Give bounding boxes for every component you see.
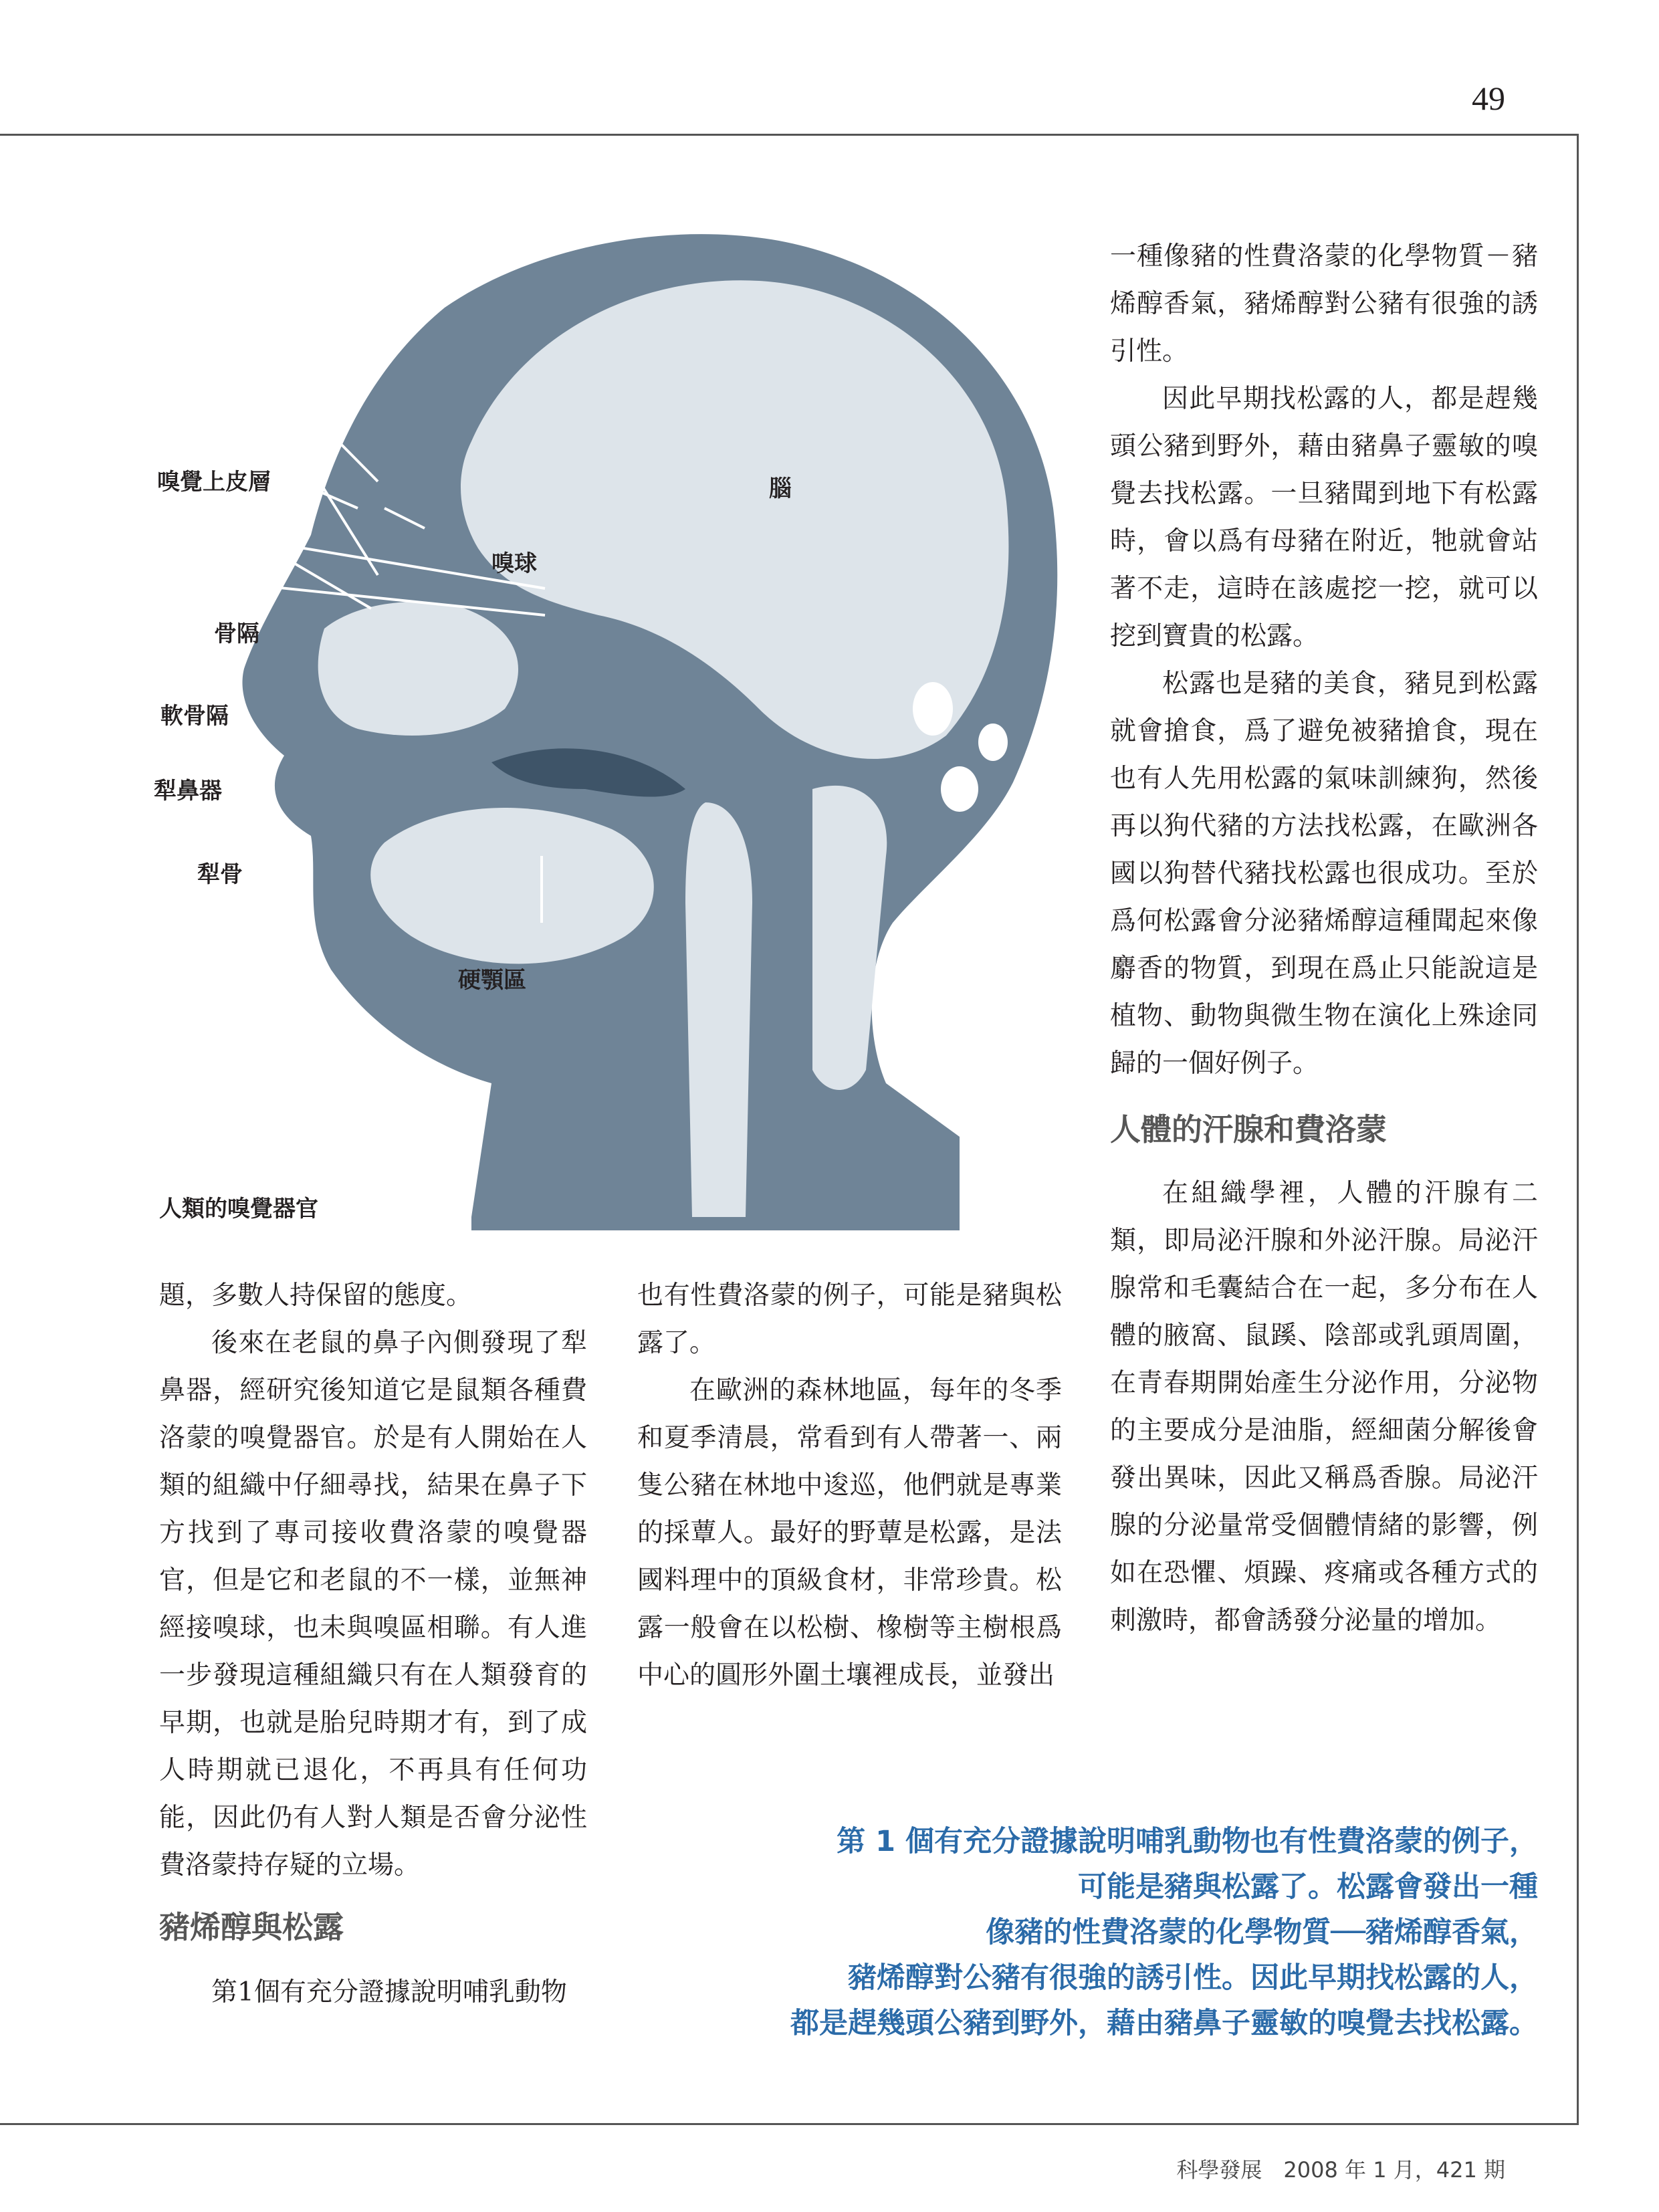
pull-quote-line: 像豬的性費洛蒙的化學物質──豬烯醇香氣， xyxy=(986,1916,1538,1949)
right-paragraph-3: 松露也是豬的美食，豬見到松露就會搶食，爲了避免被豬搶食，現在也有人先用松露的氣味訓練狗，然後再以狗代豬的方法找松露，在歐洲各國以狗替代豬找松露也很成功。至於爲何松露會分泌豬烯醇這種聞起來像麝香的物質，到現在爲止只能說這是植物、動物與微生物在演化上殊途同歸的一個好例子。 xyxy=(1110,669,1538,1079)
label-cartilage-septum: 軟骨隔 xyxy=(160,703,229,730)
section-heading-androstenol-truffle: 豬烯醇與松露 xyxy=(159,1909,344,1945)
section-heading-sweat-glands: 人體的汗腺和費洛蒙 xyxy=(1110,1111,1387,1147)
middle-paragraph-2: 在歐洲的森林地區，每年的冬季和夏季清晨，常看到有人帶著一、兩隻公豬在林地中逡巡，他們就是專業的採蕈人。最好的野蕈是松露，是法國料理中的頂級食材，非常珍貴。松露一般會在以松樹、橡樹等主樹根爲中心的圓形外圍土壤裡成長，並發出 xyxy=(637,1375,1062,1690)
pull-quote-line: 可能是豬與松露了。松露會發出一種 xyxy=(1078,1870,1538,1904)
label-vomeronasal-organ: 犁鼻器 xyxy=(154,778,222,804)
label-bony-septum: 骨隔 xyxy=(214,621,259,647)
label-hard-palate: 硬顎區 xyxy=(458,967,526,994)
pull-quote xyxy=(669,1819,1538,2046)
label-olfactory-epithelium: 嗅覺上皮層 xyxy=(157,469,271,495)
middle-paragraph-1: 也有性費洛蒙的例子，可能是豬與松露了。 xyxy=(637,1281,1062,1358)
pull-quote-line: 都是趕幾頭公豬到野外，藉由豬鼻子靈敏的嗅覺去找松露。 xyxy=(790,2007,1538,2040)
right-column xyxy=(1110,233,1538,1644)
page-number: 49 xyxy=(1472,80,1505,117)
left-paragraph-1: 題，多數人持保留的態度。 xyxy=(159,1281,473,1311)
olfactory-figure xyxy=(154,201,1087,1244)
left-paragraph-3: 第1個有充分證據說明哺乳動物 xyxy=(211,1977,567,2007)
figure-caption: 人類的嗅覺器官 xyxy=(159,1196,318,1222)
left-column xyxy=(159,1272,587,2016)
neck-spine-region xyxy=(812,786,887,1090)
throat-region xyxy=(685,802,752,1217)
page-footer: 科學發展 2008 年 1 月，421 期 xyxy=(1176,2157,1505,2183)
pull-quote-line: 第 1 個有充分證據說明哺乳動物也有性費洛蒙的例子， xyxy=(837,1825,1538,1858)
face-region xyxy=(318,602,518,736)
label-vomer: 犁骨 xyxy=(197,861,243,888)
label-olfactory-bulb: 嗅球 xyxy=(491,550,537,577)
label-brain: 腦 xyxy=(769,475,792,502)
right-paragraph-4: 在組織學裡，人體的汗腺有二類，即局泌汗腺和外泌汗腺。局泌汗腺常和毛囊結合在一起，多分布在人體的腋窩、鼠蹊、陰部或乳頭周圍，在青春期開始產生分泌作用，分泌物的主要成分是油脂，經細菌分解後會發出異味，因此又稱爲香腺。局泌汗腺的分泌量常受個體情緒的影響，例如在恐懼、煩躁、疼痛或各種方式的刺激時，都會誘發分泌量的增加。 xyxy=(1110,1178,1538,1636)
right-paragraph-1: 一種像豬的性費洛蒙的化學物質－豬烯醇香氣，豬烯醇對公豬有很強的誘引性。 xyxy=(1110,241,1538,366)
right-paragraph-2: 因此早期找松露的人，都是趕幾頭公豬到野外，藉由豬鼻子靈敏的嗅覺去找松露。一旦豬聞到地下有松露時，會以爲有母豬在附近，牠就會站著不走，這時在該處挖一挖，就可以挖到寶貴的松露。 xyxy=(1110,384,1538,651)
middle-column xyxy=(637,1272,1062,1699)
left-paragraph-2: 後來在老鼠的鼻子內側發現了犁鼻器，經研究後知道它是鼠類各種費洛蒙的嗅覺器官。於是有人開始在人類的組織中仔細尋找，結果在鼻子下方找到了專司接收費洛蒙的嗅覺器官，但是它和老鼠的不一樣，並無神經接嗅球，也未與嗅區相聯。有人進一步發現這種組織只有在人類發育的早期，也就是胎兒時期才有，到了成人時期就已退化，不再具有任何功能，因此仍有人對人類是否會分泌性費洛蒙持存疑的立場。 xyxy=(159,1328,587,1880)
head-section-illustration xyxy=(157,201,1087,1244)
pull-quote-line: 豬烯醇對公豬有很強的誘引性。因此早期找松露的人， xyxy=(848,1961,1538,1995)
